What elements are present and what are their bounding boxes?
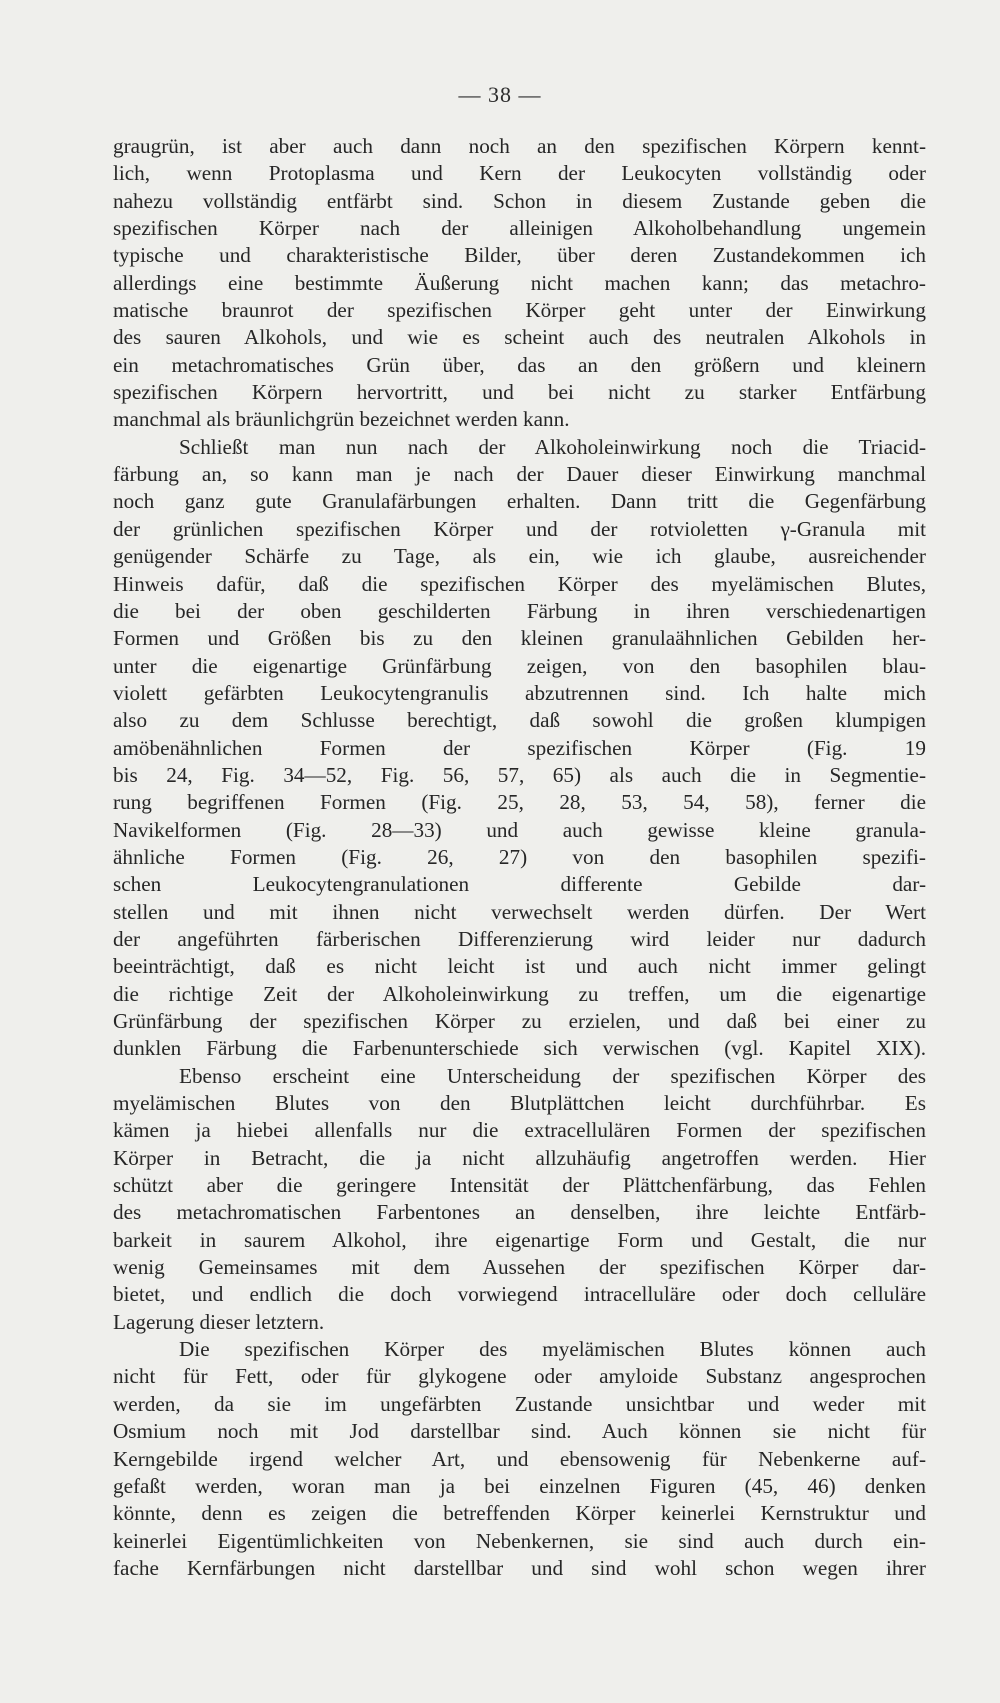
text-line: beeinträchtigt, daß es nicht leicht ist und auch nicht immer gelingt (113, 954, 926, 979)
text-line: spezifischen Körper nach der alleinigen Alkoholbehandlung ungemein (113, 216, 926, 241)
text-line: Ebenso erscheint eine Unterscheidung der spezifischen Körper des (179, 1063, 926, 1088)
page-number: — 38 — (458, 82, 542, 107)
text-line: Osmium noch mit Jod darstellbar sind. Auch können sie nicht für (113, 1419, 926, 1444)
text-line: violett gefärbten Leukocytengranulis abzutrennen sind. Ich halte mich (113, 680, 926, 705)
text-line: die richtige Zeit der Alkoholeinwirkung zu treffen, um die eigenartige (113, 981, 926, 1006)
text-line: der grünlichen spezifischen Körper und der rotvioletten γ-Granula mit (113, 516, 926, 541)
text-line: gefaßt werden, woran man ja bei einzelnen Figuren (45, 46) denken (113, 1473, 926, 1498)
text-line: färbung an, so kann man je nach der Dauer dieser Einwirkung manchmal (113, 462, 926, 487)
text-line: die bei der oben geschilderten Färbung in ihren verschiedenartigen (113, 598, 926, 623)
text-line: Die spezifischen Körper des myelämischen Blutes können auch (179, 1337, 926, 1362)
text-line: keinerlei Eigentümlichkeiten von Nebenkernen, sie sind auch durch ein- (113, 1528, 926, 1553)
text-line: Navikelformen (Fig. 28—33) und auch gewisse kleine granula- (113, 817, 926, 842)
text-line: bietet, und endlich die doch vorwiegend intracelluläre oder doch celluläre (113, 1282, 926, 1307)
text-line: also zu dem Schlusse berechtigt, daß sowohl die großen klumpigen (113, 708, 926, 733)
text-line: stellen und mit ihnen nicht verwechselt werden dürfen. Der Wert (113, 899, 926, 924)
text-line: wenig Gemeinsames mit dem Aussehen der spezifischen Körper dar- (113, 1255, 926, 1280)
text-line: graugrün, ist aber auch dann noch an den spezifischen Körpern kennt- (113, 134, 926, 158)
text-line: barkeit in saurem Alkohol, ihre eigenartige Form und Gestalt, die nur (113, 1227, 926, 1252)
text-line: Hinweis dafür, daß die spezifischen Körper des myelämischen Blutes, (113, 571, 926, 596)
text-line: schen Leukocytengranulationen differente Gebilde dar- (113, 872, 926, 897)
text-line: Kerngebilde irgend welcher Art, und ebensowenig für Nebenkerne auf- (113, 1446, 926, 1471)
text-line: unter die eigenartige Grünfärbung zeigen, von den basophilen blau- (113, 653, 926, 678)
text-line: könnte, denn es zeigen die betreffenden Körper keinerlei Kernstruktur und (113, 1501, 926, 1526)
text-line: noch ganz gute Granulafärbungen erhalten. Dann tritt die Gegenfärbung (113, 489, 926, 514)
text-line: lich, wenn Protoplasma und Kern der Leukocyten vollständig oder (113, 161, 926, 186)
text-line: werden, da sie im ungefärbten Zustande unsichtbar und weder mit (113, 1391, 926, 1416)
text-line: Lagerung dieser letztern. (113, 1309, 325, 1334)
text-line: myelämischen Blutes von den Blutplättchen leicht durchführbar. Es (113, 1091, 926, 1116)
text-line: ähnliche Formen (Fig. 26, 27) von den basophilen spezifi- (113, 844, 926, 869)
text-line: schützt aber die geringere Intensität der Plättchenfärbung, das Fehlen (113, 1173, 926, 1198)
text-line: der angeführten färberischen Differenzierung wird leider nur dadurch (113, 926, 926, 951)
text-line: Körper in Betracht, die ja nicht allzuhäufig angetroffen werden. Hier (113, 1145, 926, 1170)
text-line: des metachromatischen Farbentones an denselben, ihre leichte Entfärb- (113, 1200, 926, 1225)
text-line: rung begriffenen Formen (Fig. 25, 28, 53, 54, 58), ferner die (113, 790, 926, 815)
text-line: spezifischen Körpern hervortritt, und bei nicht zu starker Entfärbung (113, 380, 926, 405)
body-text (113, 133, 926, 1582)
text-line: nahezu vollständig entfärbt sind. Schon in diesem Zustande geben die (113, 188, 926, 213)
text-line: Schließt man nun nach der Alkoholeinwirkung noch die Triacid- (179, 434, 926, 459)
text-line: bis 24, Fig. 34—52, Fig. 56, 57, 65) als auch die in Segmentie- (113, 762, 926, 787)
text-line: ein metachromatisches Grün über, das an den größern und kleinern (113, 352, 926, 377)
text-line: dunklen Färbung die Farbenunterschiede sich verwischen (vgl. Kapitel XIX). (113, 1036, 926, 1061)
text-line: amöbenähnlichen Formen der spezifischen Körper (Fig. 19 (113, 735, 926, 760)
text-line: allerdings eine bestimmte Äußerung nicht machen kann; das metachro- (113, 270, 926, 295)
text-line: typische und charakteristische Bilder, über deren Zustandekommen ich (113, 243, 926, 268)
text-line: fache Kernfärbungen nicht darstellbar und sind wohl schon wegen ihrer (113, 1555, 926, 1580)
text-line: matische braunrot der spezifischen Körper geht unter der Einwirkung (113, 298, 926, 323)
text-line: manchmal als bräunlichgrün bezeichnet werden kann. (113, 407, 570, 432)
text-line: kämen ja hiebei allenfalls nur die extracellulären Formen der spezifischen (113, 1118, 926, 1143)
text-line: nicht für Fett, oder für glykogene oder amyloide Substanz angesprochen (113, 1364, 926, 1389)
text-line: Formen und Größen bis zu den kleinen granulaähnlichen Gebilden her- (113, 626, 926, 651)
text-line: genügender Schärfe zu Tage, als ein, wie ich glaube, ausreichender (113, 544, 926, 569)
text-line: des sauren Alkohols, und wie es scheint auch des neutralen Alkohols in (113, 325, 926, 350)
text-line: Grünfärbung der spezifischen Körper zu erzielen, und daß bei einer zu (113, 1009, 926, 1033)
